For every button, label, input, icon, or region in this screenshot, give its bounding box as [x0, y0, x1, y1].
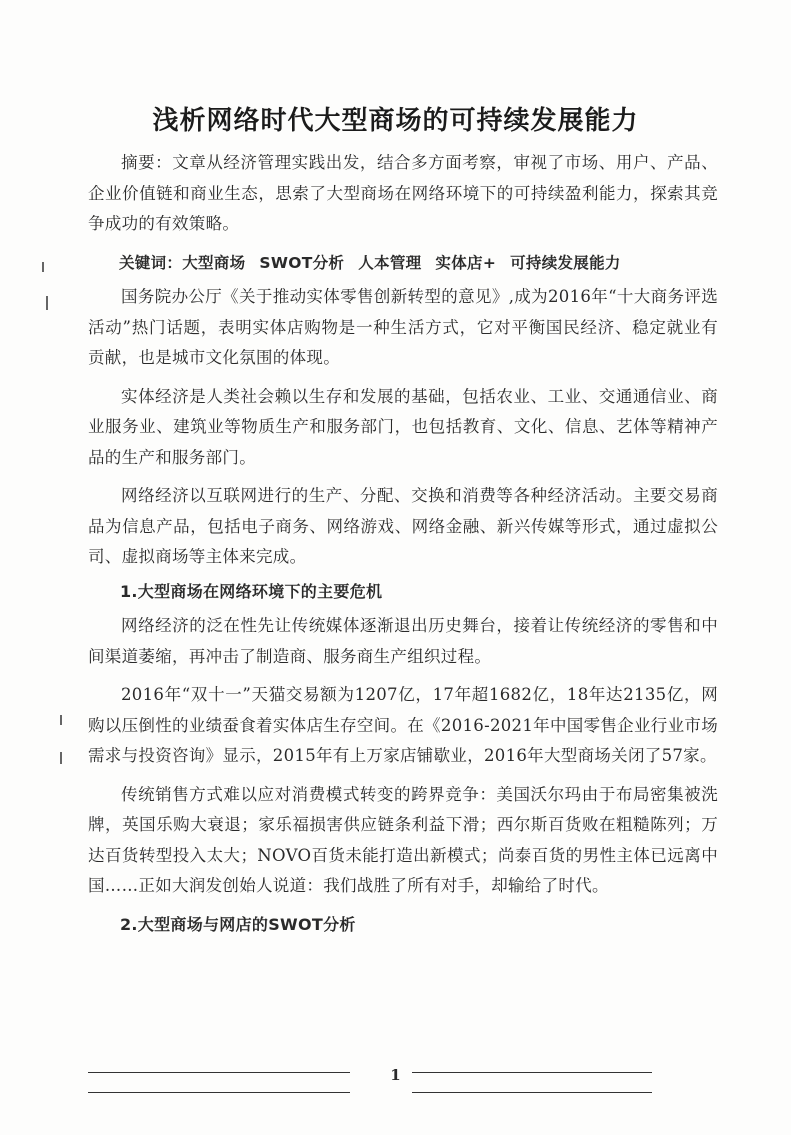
scan-mark [60, 715, 62, 725]
scan-mark [60, 752, 62, 764]
intro-paragraph: 实体经济是人类社会赖以生存和发展的基础，包括农业、工业、交通通信业、商业服务业、建筑业等物质生产和服务部门，也包括教育、文化、信息、艺体等精神产品的生产和服务部门。 [88, 386, 718, 467]
page-number: 1 [390, 1066, 401, 1084]
keywords-line [88, 248, 718, 279]
keyword: 实体店+ [435, 253, 497, 272]
section-paragraph: 2016年“双十一”天猫交易额为1207亿，17年超1682亿，18年达2135亿，网购以压倒性的业绩蚕食着实体店生存空间。在《2016-2021年中国零售企业行业市场需求与投资咨询》显示，2015年有上万家店铺歇业，2016年大型商场关闭了57家。 [88, 685, 718, 765]
scan-mark [42, 262, 44, 272]
document-title: 浅析网络时代大型商场的可持续发展能力 [152, 106, 639, 136]
document-body [88, 148, 718, 944]
abstract-paragraph: 摘要：文章从经济管理实践出发，结合多方面考察，审视了市场、用户、产品、企业价值链和商业生态，思索了大型商场在网络环境下的可持续盈利能力，探索其竞争成功的有效策略。 [88, 153, 718, 233]
section-heading: 2.大型商场与网店的SWOT分析 [120, 914, 356, 934]
keyword: SWOT分析 [259, 253, 345, 272]
section-heading: 1.大型商场在网络环境下的主要危机 [120, 581, 383, 601]
keyword: 可持续发展能力 [510, 253, 621, 272]
section-paragraph: 网络经济的泛在性先让传统媒体逐渐退出历史舞台，接着让传统经济的零售和中间渠道萎缩，再冲击了制造商、服务商生产组织过程。 [88, 616, 718, 666]
footer-rule-left-lower [88, 1092, 350, 1093]
keyword: 大型商场 [182, 253, 246, 272]
intro-paragraph: 国务院办公厅《关于推动实体零售创新转型的意见》,成为2016年“十大商务评选活动”热门话题，表明实体店购物是一种生活方式，它对平衡国民经济、稳定就业有贡献，也是城市文化氛围的体现。 [88, 287, 718, 367]
keywords-label: 关键词： [119, 253, 183, 272]
scan-mark [46, 296, 48, 310]
keyword: 人本管理 [358, 253, 422, 272]
intro-paragraph: 网络经济以互联网进行的生产、分配、交换和消费等各种经济活动。主要交易商品为信息产品，包括电子商务、网络游戏、网络金融、新兴传媒等形式，通过虚拟公司、虚拟商场等主体来完成。 [88, 486, 718, 566]
footer-rule-right-lower [412, 1092, 652, 1093]
section-paragraph: 传统销售方式难以应对消费模式转变的跨界竞争：美国沃尔玛由于布局密集被洗牌，英国乐购大衰退；家乐福损害供应链条利益下滑；西尔斯百货败在粗糙陈列；万达百货转型投入太大；NOVO百货未能打造出新模式；尚泰百货的男性主体已远离中国……正如大润发创始人说道：我们战胜了所有对手，却输给了时代。 [88, 784, 718, 895]
